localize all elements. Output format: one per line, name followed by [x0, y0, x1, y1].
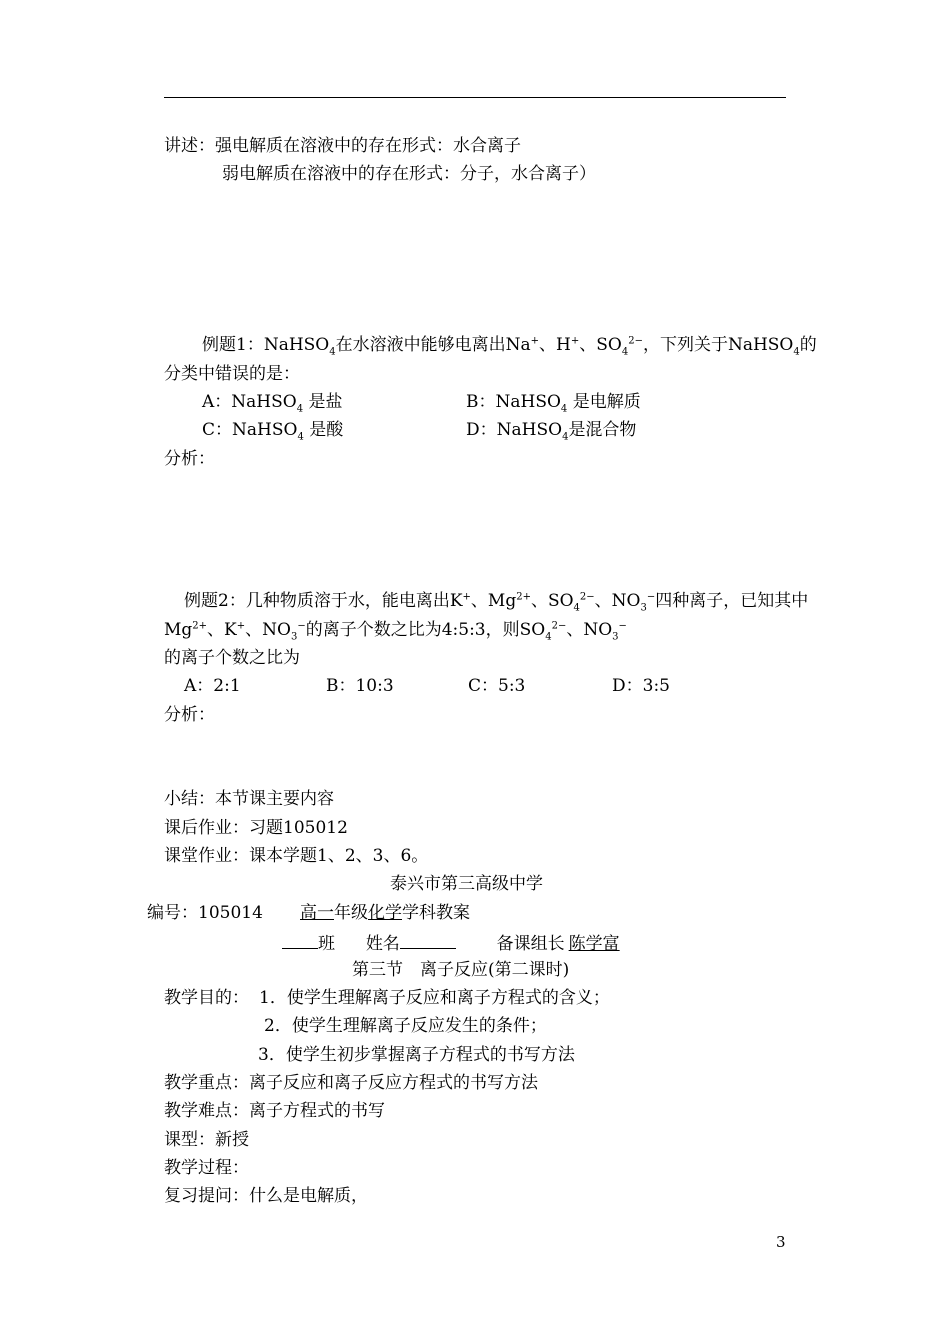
review-question: 复习提问：什么是电解质， — [164, 1186, 368, 1206]
lecture-strong: 强电解质在溶液中的存在形式：水合离子 — [215, 136, 521, 156]
example1-line-1: 例题1：NaHSO$_4$在水溶液中能够电离出Na+、H+、$SO_4^{2-}$，下列关于NaHSO$_4$的 — [202, 335, 817, 358]
example2-analysis: 分析： — [164, 705, 215, 725]
leader-name: 陈学富 — [568, 934, 620, 954]
section-title: 第三节 离子反应(第二课时) — [352, 960, 570, 980]
plan-title: 高一年级化学学科教案 — [300, 903, 470, 923]
plan-number: 编号：105014 — [147, 903, 263, 923]
example2-option-d: D：3:5 — [612, 676, 670, 696]
objectives-line-2: 2．使学生理解离子反应发生的条件； — [264, 1016, 547, 1036]
subject-value: 化学 — [368, 903, 402, 923]
grade-value: 高一 — [300, 903, 334, 923]
leader-label: 备课组长 — [496, 934, 565, 954]
lecture-line-1 — [164, 136, 521, 156]
example1-option-d: D：NaHSO$_4$是混合物 — [466, 420, 637, 443]
teaching-process: 教学过程： — [164, 1158, 249, 1178]
lecture-line-2: 弱电解质在溶液中的存在形式：分子，水合离子） — [222, 164, 596, 184]
difficulty: 教学难点：离子方程式的书写 — [164, 1101, 385, 1121]
example1-option-b: B：NaHSO$_4$ 是电解质 — [466, 392, 641, 415]
example2-option-c: C：5:3 — [468, 676, 526, 696]
class-blank — [282, 932, 318, 949]
lesson-type: 课型：新授 — [164, 1130, 249, 1150]
example2-line-2: $Mg^{2+}$、K+、$NO_3^-$的离子个数之比为4:5:3，则$SO_4^{2-}$、$NO_3^-$ — [164, 620, 627, 643]
class-row — [282, 932, 669, 954]
summary: 小结：本节课主要内容 — [164, 789, 334, 809]
page-number: 3 — [776, 1233, 786, 1251]
example1-option-c: C：NaHSO$_4$ 是酸 — [202, 420, 344, 443]
objectives-label: 教学目的： — [164, 988, 249, 1008]
name-blank — [400, 932, 456, 949]
class-label: 班 — [318, 934, 335, 954]
example2-option-a: A：2:1 — [184, 676, 241, 696]
key-point: 教学重点：离子反应和离子反应方程式的书写方法 — [164, 1073, 538, 1093]
example1-line-2: 分类中错误的是： — [164, 364, 300, 384]
example2-option-b: B：10:3 — [326, 676, 394, 696]
header-rule — [164, 97, 786, 98]
example2-line-1: 例题2：几种物质溶于水，能电离出K+、$Mg^{2+}$、$SO_4^{2-}$、$NO_3^-$四种离子，已知其中 — [184, 591, 809, 614]
homework-after-class: 课后作业：习题105012 — [164, 818, 348, 838]
objectives-line-1: 教学目的： 1．使学生理解离子反应和离子方程式的含义； — [164, 988, 610, 1008]
school-name: 泰兴市第三高级中学 — [390, 874, 543, 894]
name-label: 姓名 — [365, 934, 400, 954]
objectives-line-3: 3．使学生初步掌握离子方程式的书写方法 — [258, 1045, 575, 1065]
example1-analysis: 分析： — [164, 449, 215, 469]
example1-option-a: A：NaHSO$_4$ 是盐 — [202, 392, 343, 415]
homework-in-class: 课堂作业：课本学题1、2、3、6。 — [164, 846, 429, 866]
lecture-label: 讲述： — [164, 136, 215, 156]
example2-line-3: 的离子个数之比为 — [164, 648, 300, 668]
